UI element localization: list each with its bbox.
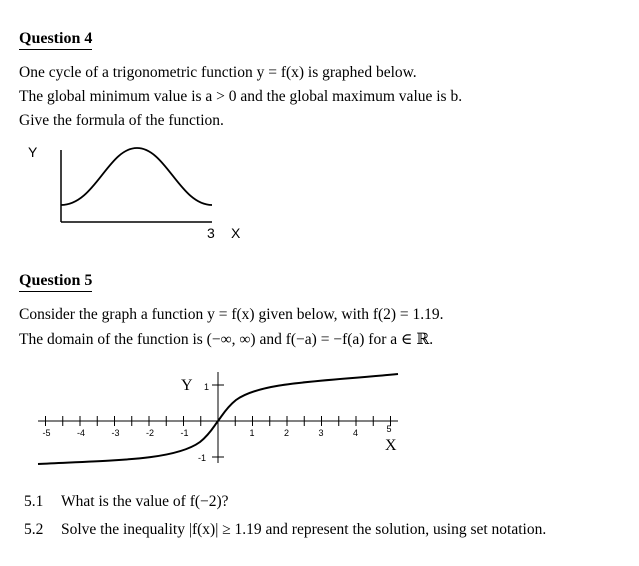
q5-y-tick-label-top: 1 bbox=[204, 382, 210, 392]
q4-x-axis-label: X bbox=[231, 225, 241, 241]
q4-function-curve bbox=[61, 148, 212, 205]
q5-1-question: What is the value of f(−2)? bbox=[61, 493, 229, 510]
q5-x-tick-labels bbox=[43, 424, 392, 438]
q4-statement-line-2: The global minimum value is a > 0 and the global maximum value is b. bbox=[19, 88, 463, 105]
q5-2-number: 5.2 bbox=[24, 521, 44, 538]
q5-x-tick-label: 5 bbox=[386, 424, 392, 434]
q5-x-tick-label: -2 bbox=[146, 428, 155, 438]
q5-x-tick-label: -1 bbox=[180, 428, 189, 438]
q5-x-tick-label: 2 bbox=[284, 428, 290, 438]
q5-y-tick-label-bottom: -1 bbox=[198, 453, 207, 463]
q5-y-axis-label: Y bbox=[181, 377, 193, 394]
q5-2-question: Solve the inequality |f(x)| ≥ 1.19 and represent the solution, using set notation. bbox=[61, 521, 547, 538]
q4-x-tick-label: 3 bbox=[207, 225, 215, 241]
q5-x-axis-label: X bbox=[385, 437, 397, 454]
q5-x-tick-label: 3 bbox=[318, 428, 324, 438]
question-5-heading: Question 5 bbox=[19, 272, 92, 292]
q4-graph bbox=[0, 0, 639, 250]
q4-statement-line-1: One cycle of a trigonometric function y = f(x) is graphed below. bbox=[19, 64, 417, 81]
q4-y-axis-label: Y bbox=[28, 144, 38, 160]
q5-x-tick-label: -5 bbox=[42, 428, 51, 438]
q5-x-tick-label: 1 bbox=[249, 428, 255, 438]
q5-1-number: 5.1 bbox=[24, 493, 44, 510]
question-4-heading: Question 4 bbox=[19, 30, 92, 50]
q5-statement-line-2: The domain of the function is (−∞, ∞) and f(−a) = −f(a) for a ∈ ℝ. bbox=[19, 331, 434, 348]
q5-x-tick-label: -4 bbox=[77, 428, 86, 438]
q4-statement-line-3: Give the formula of the function. bbox=[19, 112, 224, 129]
q5-x-tick-label: 4 bbox=[353, 428, 359, 438]
q5-x-tick-label: -3 bbox=[111, 428, 120, 438]
q5-graph bbox=[0, 360, 639, 480]
q5-statement-line-1: Consider the graph a function y = f(x) given below, with f(2) = 1.19. bbox=[19, 306, 444, 323]
